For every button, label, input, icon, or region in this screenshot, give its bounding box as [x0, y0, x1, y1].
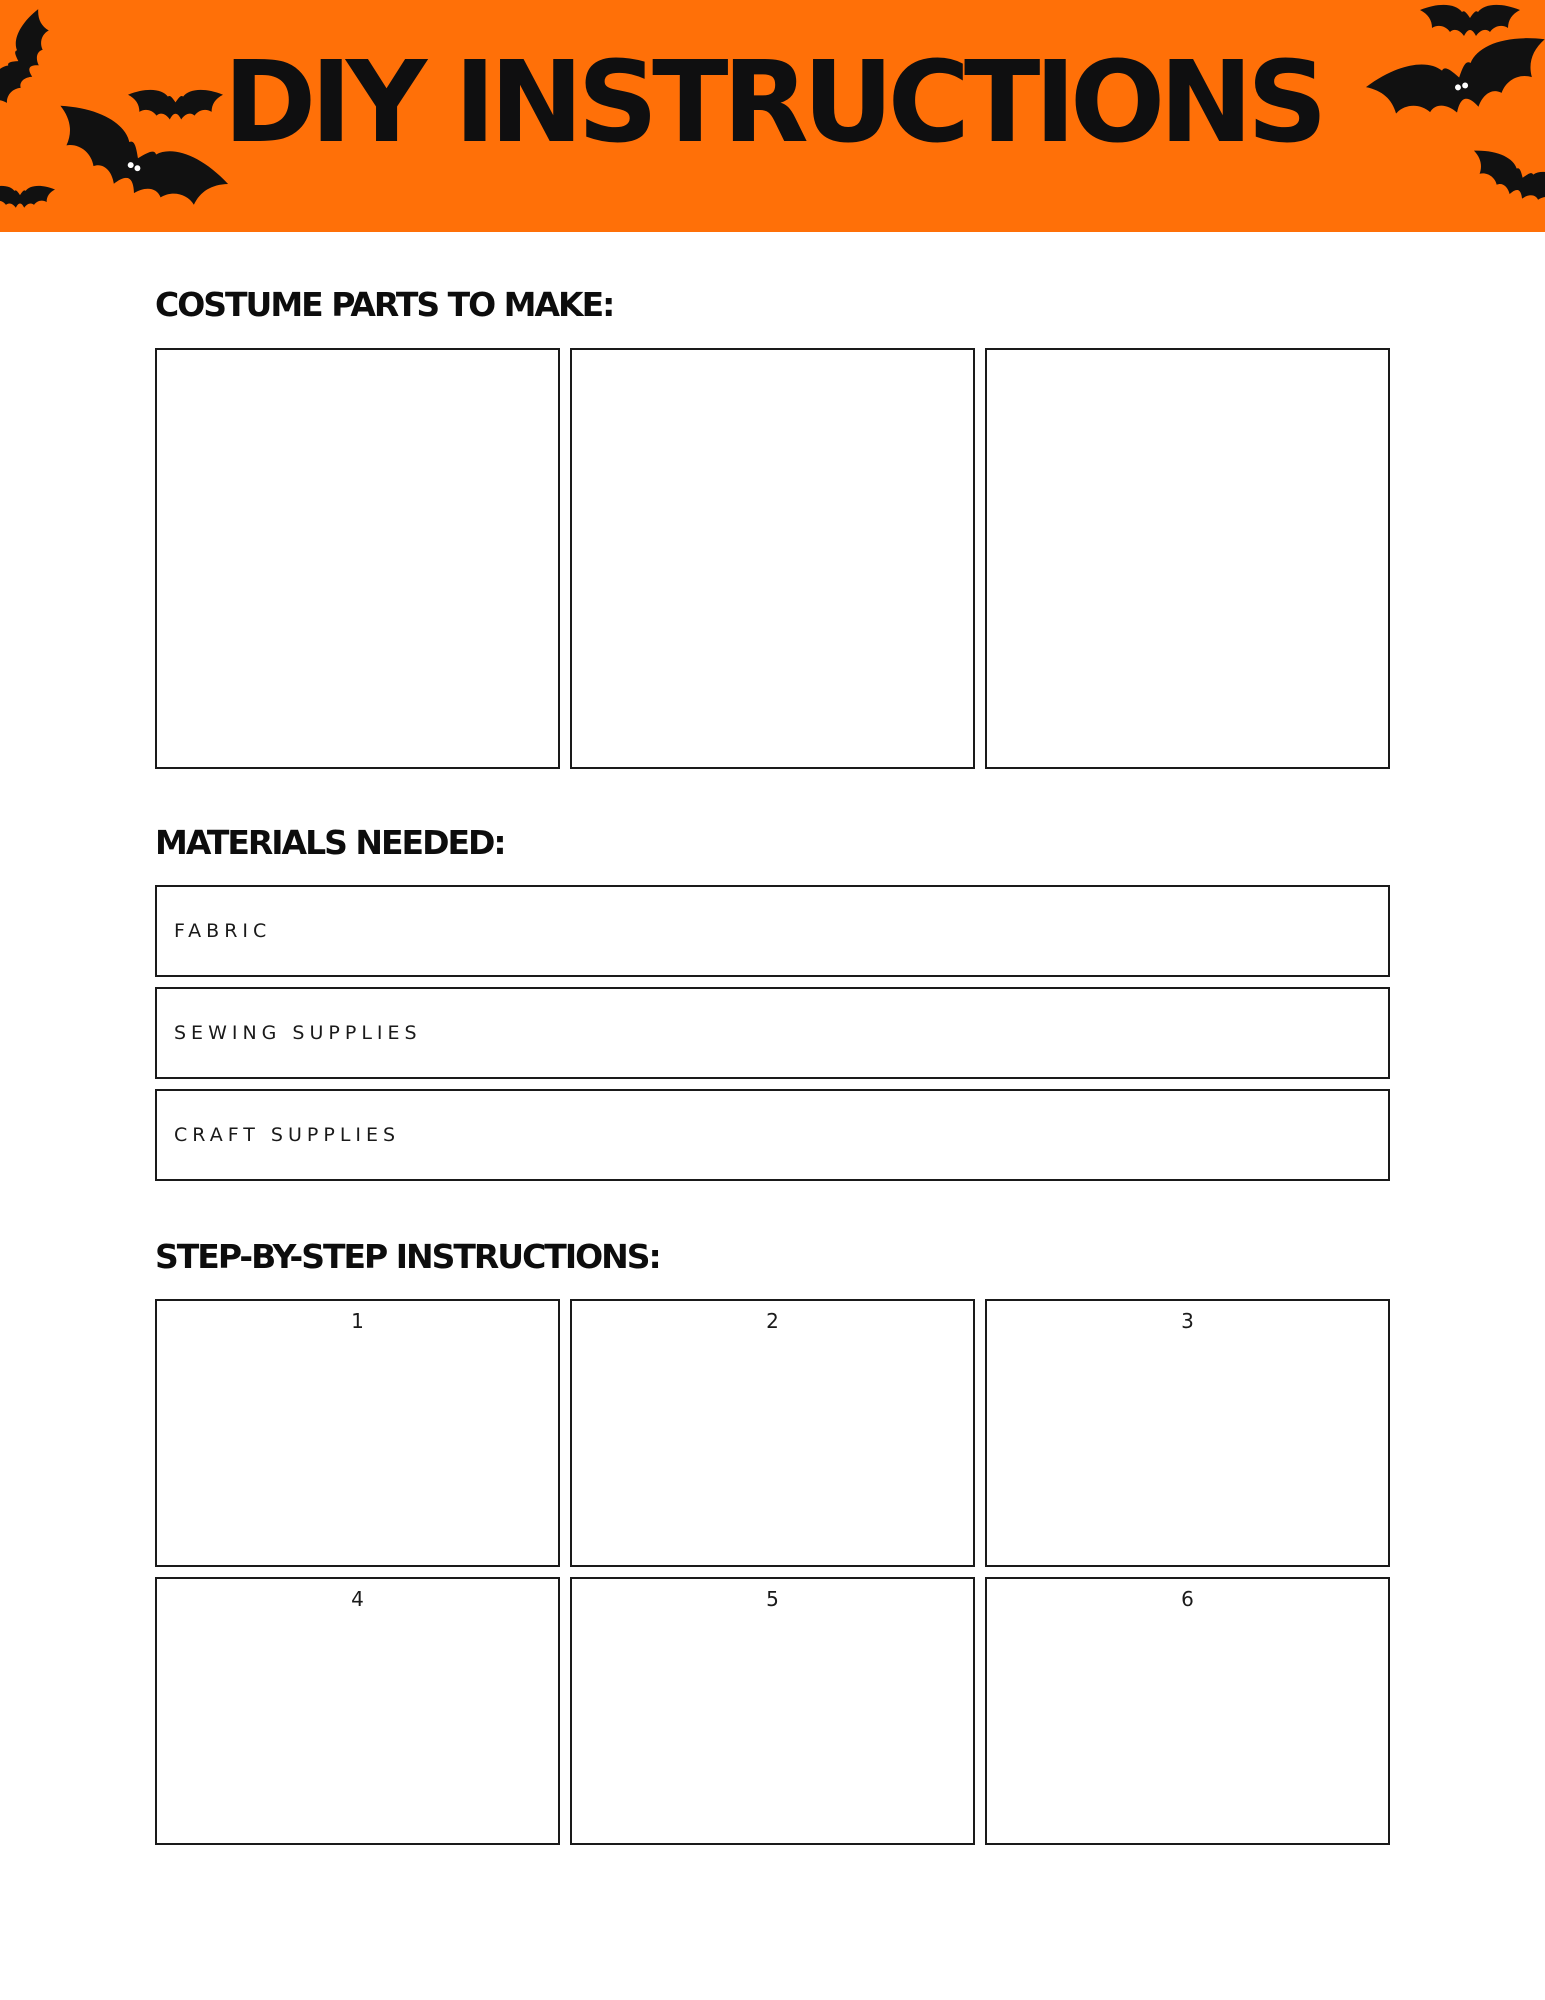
page-title: DIY INSTRUCTIONS: [223, 38, 1322, 168]
step-number: 1: [351, 1309, 364, 1333]
step-number: 4: [351, 1587, 364, 1611]
costume-parts-heading: COSTUME PARTS TO MAKE:: [155, 285, 614, 324]
step-number: 2: [766, 1309, 779, 1333]
costume-part-box[interactable]: [570, 348, 975, 769]
material-label: FABRIC: [174, 920, 272, 942]
step-number: 3: [1181, 1309, 1194, 1333]
bat-icon: [0, 180, 55, 220]
header-banner: [0, 0, 1545, 232]
material-label: CRAFT SUPPLIES: [174, 1124, 401, 1146]
step-box-3[interactable]: [985, 1299, 1390, 1567]
material-row-sewing-supplies[interactable]: [155, 987, 1390, 1079]
step-number: 5: [766, 1587, 779, 1611]
step-box-2[interactable]: [570, 1299, 975, 1567]
step-number: 6: [1181, 1587, 1194, 1611]
material-row-fabric[interactable]: [155, 885, 1390, 977]
step-box-6[interactable]: [985, 1577, 1390, 1845]
step-box-1[interactable]: [155, 1299, 560, 1567]
costume-part-box[interactable]: [155, 348, 560, 769]
materials-heading: MATERIALS NEEDED:: [155, 823, 505, 862]
step-box-4[interactable]: [155, 1577, 560, 1845]
steps-heading: STEP-BY-STEP INSTRUCTIONS:: [155, 1237, 660, 1276]
material-row-craft-supplies[interactable]: [155, 1089, 1390, 1181]
costume-part-box[interactable]: [985, 348, 1390, 769]
material-label: SEWING SUPPLIES: [174, 1022, 422, 1044]
step-box-5[interactable]: [570, 1577, 975, 1845]
